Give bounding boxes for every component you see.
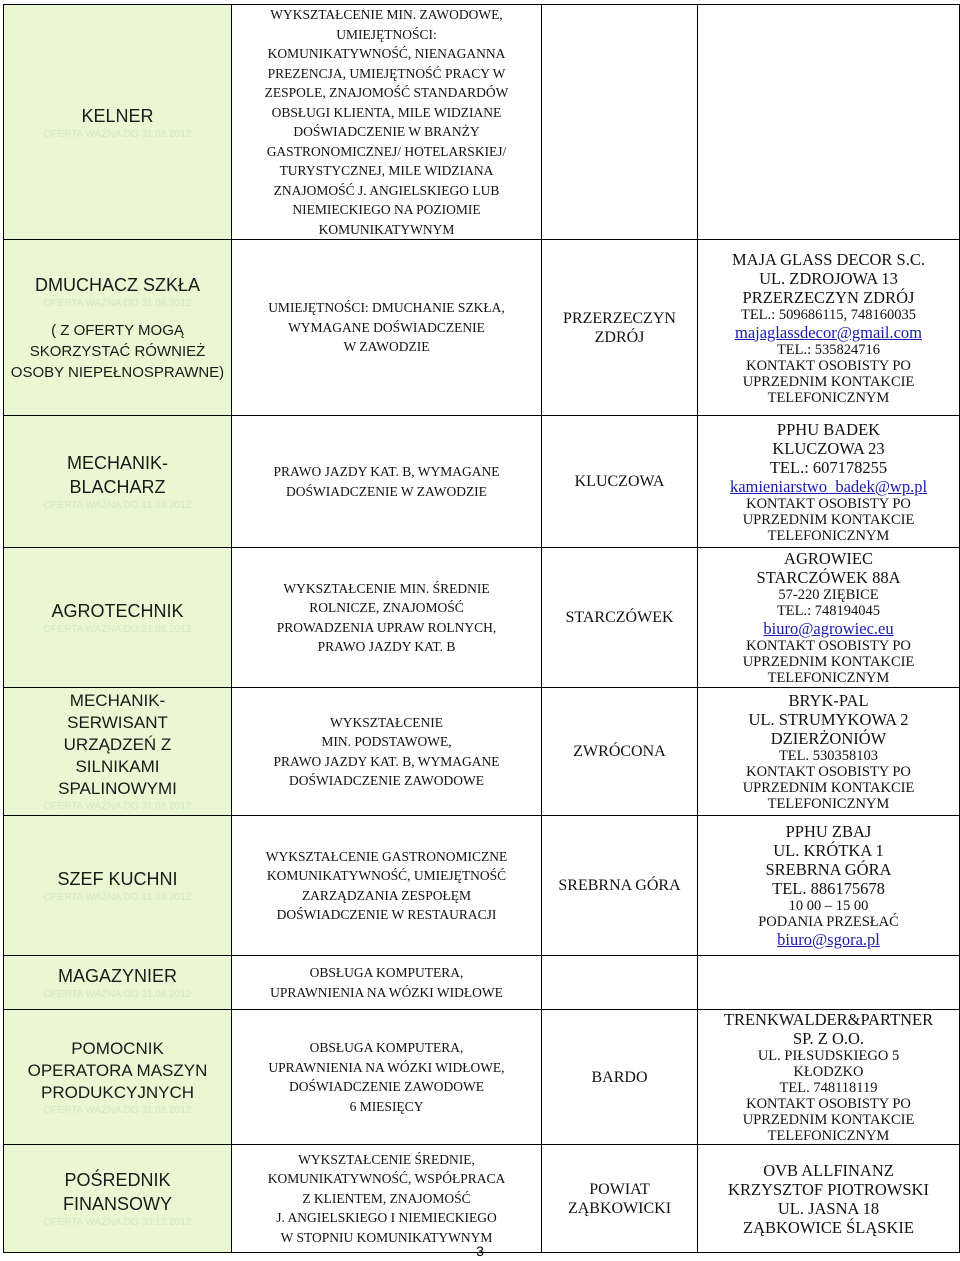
contact-line: KRZYSZTOF PIOTROWSKI bbox=[728, 1179, 929, 1199]
position-title: SPALINOWYMI bbox=[58, 779, 177, 798]
requirement-line: ZARZĄDZANIA ZESPOŁĘM bbox=[301, 887, 472, 903]
table-row bbox=[4, 240, 960, 416]
contact-email-link[interactable]: biuro@sgora.pl bbox=[777, 930, 880, 949]
requirement-line: ZNAJOMOŚĆ J. ANGIELSKIEGO LUB bbox=[273, 182, 500, 198]
requirements-cell bbox=[232, 816, 542, 956]
location-cell bbox=[542, 5, 698, 240]
table-row bbox=[4, 5, 960, 240]
position-cell bbox=[4, 688, 232, 816]
requirement-line: DOŚWIADCZENIE W RESTAURACJI bbox=[276, 907, 497, 922]
position-title: POMOCNIK bbox=[71, 1038, 164, 1058]
contact-line: DZIERŻONIÓW bbox=[770, 729, 887, 748]
contact-line: ZĄBKOWICE ŚLĄSKIE bbox=[743, 1217, 914, 1237]
position-title: SZEF KUCHNI bbox=[57, 869, 178, 889]
contact-line: TELEFONICZNYM bbox=[767, 670, 890, 686]
location-line: POWIAT bbox=[589, 1180, 650, 1198]
contact-cell bbox=[698, 1010, 960, 1145]
offer-validity: OFERTA WAŻNA DO 31.08.2012 bbox=[43, 989, 192, 1000]
contact-line: PPHU ZBAJ bbox=[785, 822, 872, 841]
contact-line: KLUCZOWA 23 bbox=[772, 438, 885, 458]
position-title: SILNIKAMI bbox=[75, 757, 160, 776]
contact-email-link[interactable]: majaglassdecor@gmail.com bbox=[734, 322, 922, 342]
offer-note: ( Z OFERTY MOGĄ bbox=[51, 321, 184, 339]
position-cell bbox=[4, 5, 232, 240]
offer-validity: OFERTA WAŻNA DO 31.08.2012 bbox=[43, 128, 192, 140]
offer-validity: OFERTA WAŻNA DO 30.12.2012 bbox=[43, 1217, 192, 1228]
page-number: 3 bbox=[476, 1243, 484, 1259]
table-row bbox=[4, 816, 960, 956]
requirement-line: NIEMIECKIEGO NA POZIOMIE bbox=[292, 202, 481, 217]
contact-cell bbox=[698, 956, 960, 1010]
contact-line: KONTAKT OSOBISTY PO bbox=[746, 764, 911, 780]
contact-line: TEL.: 607178255 bbox=[769, 457, 888, 477]
location-cell bbox=[542, 956, 698, 1010]
requirements-cell bbox=[232, 548, 542, 688]
contact-line: 10 00 – 15 00 bbox=[788, 898, 869, 914]
contact-line: TELEFONICZNYM bbox=[767, 389, 890, 406]
contact-email-link[interactable]: kamieniarstwo_badek@wp.pl bbox=[729, 476, 928, 496]
requirement-line: DOŚWIADCZENIE ZAWODOWE bbox=[289, 773, 484, 788]
contact-line: TELEFONICZNYM bbox=[767, 796, 890, 812]
requirement-line: W STOPNIU KOMUNIKATYWNYM bbox=[280, 1229, 493, 1245]
requirement-line: 6 MIESIĘCY bbox=[349, 1098, 424, 1114]
location-line: SREBRNA GÓRA bbox=[558, 877, 681, 894]
requirement-line: OBSŁUGI KLIENTA, MILE WIDZIANE bbox=[271, 104, 502, 120]
table-row bbox=[4, 416, 960, 548]
contact-cell bbox=[698, 688, 960, 816]
location-line: STARCZÓWEK bbox=[565, 609, 674, 626]
requirement-line: J. ANGIELSKIEGO I NIEMIECKIEGO bbox=[276, 1210, 497, 1226]
position-cell bbox=[4, 956, 232, 1010]
requirements-cell bbox=[232, 688, 542, 816]
requirement-line: WYKSZTAŁCENIE MIN. ŚREDNIE bbox=[283, 580, 490, 596]
contact-line: UL. KRÓTKA 1 bbox=[773, 841, 884, 860]
contact-line: KONTAKT OSOBISTY PO bbox=[746, 638, 911, 654]
position-title: KELNER bbox=[81, 105, 154, 126]
requirement-line: PROWADZENIA UPRAW ROLNYCH, bbox=[276, 619, 497, 635]
requirement-line: OBSŁUGA KOMPUTERA, bbox=[309, 965, 464, 980]
contact-line: UL. JASNA 18 bbox=[777, 1198, 880, 1218]
requirements-cell bbox=[232, 240, 542, 416]
contact-line: PRZERZECZYN ZDRÓJ bbox=[742, 287, 915, 307]
requirement-line: KOMUNIKATYWNOŚĆ, NIENAGANNA bbox=[267, 46, 506, 61]
contact-cell bbox=[698, 240, 960, 416]
requirement-line: DOŚWIADCZENIE W ZAWODZIE bbox=[286, 483, 487, 499]
contact-line: UL. ZDROJOWA 13 bbox=[759, 268, 898, 288]
requirement-line: UMIEJĘTNOŚCI: bbox=[336, 26, 437, 42]
location-cell bbox=[542, 548, 698, 688]
requirement-line: WYKSZTAŁCENIE MIN. ZAWODOWE, bbox=[270, 7, 503, 22]
requirement-line: OBSŁUGA KOMPUTERA, bbox=[309, 1040, 464, 1055]
location-line: ZĄBKOWICKI bbox=[567, 1199, 672, 1217]
contact-line: UL. PIŁSUDSKIEGO 5 bbox=[757, 1048, 900, 1064]
requirement-line: UPRAWNIENIA NA WÓZKI WIDŁOWE bbox=[270, 984, 503, 1000]
requirement-line: TURYSTYCZNEJ, MILE WIDZIANA bbox=[279, 163, 494, 178]
requirement-line: WYKSZTAŁCENIE bbox=[330, 714, 443, 730]
contact-line: UPRZEDNIM KONTAKCIE bbox=[742, 780, 915, 796]
contact-line: TEL. 530358103 bbox=[778, 748, 879, 764]
requirement-line: WYKSZTAŁCENIE ŚREDNIE, bbox=[298, 1151, 475, 1167]
contact-line: 57-220 ZIĘBICE bbox=[778, 587, 879, 603]
requirement-line: PRAWO JAZDY KAT. B bbox=[317, 639, 456, 654]
location-cell bbox=[542, 416, 698, 548]
requirement-line: PRAWO JAZDY KAT. B, WYMAGANE bbox=[273, 753, 500, 769]
contact-cell bbox=[698, 548, 960, 688]
contact-line: KONTAKT OSOBISTY PO bbox=[746, 357, 911, 374]
contact-line: KŁODZKO bbox=[793, 1064, 864, 1080]
offer-validity: OFERTA WAŻNA DO 31.08.2012 bbox=[43, 892, 192, 903]
position-title: BLACHARZ bbox=[69, 477, 166, 497]
position-title: SERWISANT bbox=[67, 713, 168, 732]
contact-line: PODANIA PRZESŁAĆ bbox=[758, 914, 899, 930]
contact-cell bbox=[698, 816, 960, 956]
location-cell bbox=[542, 816, 698, 956]
contact-line: OVB ALLFINANZ bbox=[763, 1160, 894, 1180]
requirement-line: KOMUNIKATYWNOŚĆ, UMIEJĘTNOŚĆ bbox=[266, 868, 507, 883]
contact-line: TEL. 886175678 bbox=[772, 879, 885, 898]
contact-line: TEL.: 535824716 bbox=[776, 341, 881, 358]
position-cell bbox=[4, 816, 232, 956]
requirements-cell bbox=[232, 956, 542, 1010]
contact-line: BRYK-PAL bbox=[788, 691, 869, 710]
requirement-line: DOŚWIADCZENIE W BRANŻY bbox=[293, 124, 480, 139]
contact-line: STARCZÓWEK 88A bbox=[756, 568, 901, 587]
table-row bbox=[4, 688, 960, 816]
requirement-line: WYMAGANE DOŚWIADCZENIE bbox=[288, 319, 485, 335]
requirement-line: ROLNICZE, ZNAJOMOŚĆ bbox=[309, 600, 464, 615]
requirement-line: W ZAWODZIE bbox=[343, 339, 430, 355]
spacer bbox=[4, 310, 231, 320]
requirement-line: Z KLIENTEM, ZNAJOMOŚĆ bbox=[302, 1190, 471, 1206]
requirement-line: WYKSZTAŁCENIE GASTRONOMICZNE bbox=[265, 848, 508, 864]
requirement-line: DOŚWIADCZENIE ZAWODOWE bbox=[289, 1079, 484, 1094]
table-row bbox=[4, 1145, 960, 1253]
position-title: PRODUKCYJNYCH bbox=[40, 1082, 195, 1102]
position-title: URZĄDZEŃ Z bbox=[63, 735, 172, 754]
position-cell bbox=[4, 548, 232, 688]
location-line: ZWRÓCONA bbox=[573, 743, 666, 760]
contact-line: TELEFONICZNYM bbox=[767, 527, 890, 544]
contact-line: KONTAKT OSOBISTY PO bbox=[746, 495, 911, 512]
position-cell bbox=[4, 1145, 232, 1253]
contact-line: SREBRNA GÓRA bbox=[765, 860, 892, 879]
table-row bbox=[4, 956, 960, 1010]
requirement-line: UPRAWNIENIA NA WÓZKI WIDŁOWE, bbox=[268, 1059, 505, 1075]
table-row bbox=[4, 1010, 960, 1145]
location-cell bbox=[542, 240, 698, 416]
requirement-line: ZESPOLE, ZNAJOMOŚĆ STANDARDÓW bbox=[264, 85, 509, 100]
contact-email-link[interactable]: biuro@agrowiec.eu bbox=[763, 619, 894, 638]
contact-line: TEL. 748118119 bbox=[779, 1080, 878, 1096]
contact-line: TELEFONICZNYM bbox=[767, 1128, 890, 1144]
contact-line: TEL.: 509686115, 748160035 bbox=[740, 306, 917, 323]
location-line: PRZERZECZYN bbox=[563, 309, 676, 327]
offer-validity: OFERTA WAŻNA DO 31.08.2012 bbox=[43, 801, 192, 812]
location-line: BARDO bbox=[591, 1068, 648, 1086]
contact-line: MAJA GLASS DECOR S.C. bbox=[731, 249, 925, 269]
table-row bbox=[4, 548, 960, 688]
contact-line: UPRZEDNIM KONTAKCIE bbox=[742, 1112, 915, 1128]
contact-line: AGROWIEC bbox=[784, 549, 873, 568]
position-title: OPERATORA MASZYN bbox=[27, 1060, 208, 1080]
requirement-line: UMIEJĘTNOŚCI: DMUCHANIE SZKŁA, bbox=[268, 300, 505, 316]
requirement-line: KOMUNIKATYWNOŚĆ, WSPÓŁPRACA bbox=[267, 1171, 506, 1187]
location-line: ZDRÓJ bbox=[594, 328, 645, 346]
location-cell bbox=[542, 688, 698, 816]
location-cell bbox=[542, 1010, 698, 1145]
offer-validity: OFERTA WAŻNA DO 31.08.2012 bbox=[43, 297, 192, 309]
requirements-cell bbox=[232, 1010, 542, 1145]
position-title: MAGAZYNIER bbox=[57, 966, 177, 986]
requirement-line: GASTRONOMICZNEJ/ HOTELARSKIEJ/ bbox=[266, 143, 507, 159]
position-cell bbox=[4, 240, 232, 416]
contact-line: UPRZEDNIM KONTAKCIE bbox=[742, 654, 915, 670]
offer-validity: OFERTA WAŻNA DO 31.08.2012 bbox=[43, 624, 192, 635]
position-cell bbox=[4, 416, 232, 548]
contact-line: UL. STRUMYKOWA 2 bbox=[748, 710, 909, 729]
position-title: DMUCHACZ SZKŁA bbox=[34, 274, 200, 295]
contact-line: PPHU BADEK bbox=[776, 419, 881, 439]
requirements-cell bbox=[232, 1145, 542, 1253]
contact-line: UPRZEDNIM KONTAKCIE bbox=[742, 373, 915, 390]
position-title: MECHANIK- bbox=[66, 453, 168, 473]
contact-cell bbox=[698, 416, 960, 548]
offer-validity: OFERTA WAŻNA DO 31.08.2012 bbox=[43, 1104, 192, 1116]
requirement-line: KOMUNIKATYWNYM bbox=[318, 221, 455, 237]
location-line: KLUCZOWA bbox=[574, 473, 665, 490]
requirement-line: MIN. PODSTAWOWE, bbox=[321, 734, 452, 749]
position-title: FINANSOWY bbox=[62, 1194, 172, 1214]
contact-line: TEL.: 748194045 bbox=[776, 603, 881, 619]
contact-cell bbox=[698, 1145, 960, 1253]
requirement-line: PRAWO JAZDY KAT. B, WYMAGANE bbox=[273, 464, 500, 479]
contact-line: UPRZEDNIM KONTAKCIE bbox=[742, 511, 915, 528]
offer-note: SKORZYSTAĆ RÓWNIEŻ bbox=[29, 342, 206, 360]
contact-line: SP. Z O.O. bbox=[792, 1029, 865, 1048]
contact-line: KONTAKT OSOBISTY PO bbox=[746, 1096, 911, 1112]
position-title: MECHANIK- bbox=[69, 691, 166, 710]
contact-line: TRENKWALDER&PARTNER bbox=[723, 1010, 934, 1029]
offer-validity: OFERTA WAŻNA DO 31.08.2012 bbox=[43, 500, 192, 511]
position-cell bbox=[4, 1010, 232, 1145]
requirements-cell bbox=[232, 416, 542, 548]
requirements-cell bbox=[232, 5, 542, 240]
position-title: AGROTECHNIK bbox=[51, 601, 184, 621]
location-cell bbox=[542, 1145, 698, 1253]
requirement-line: PREZENCJA, UMIEJĘTNOŚĆ PRACY W bbox=[267, 65, 506, 81]
offer-note: OSOBY NIEPEŁNOSPRAWNE) bbox=[10, 363, 225, 381]
position-title: POŚREDNIK bbox=[64, 1170, 171, 1190]
job-offers-table bbox=[3, 4, 960, 1253]
contact-cell bbox=[698, 5, 960, 240]
